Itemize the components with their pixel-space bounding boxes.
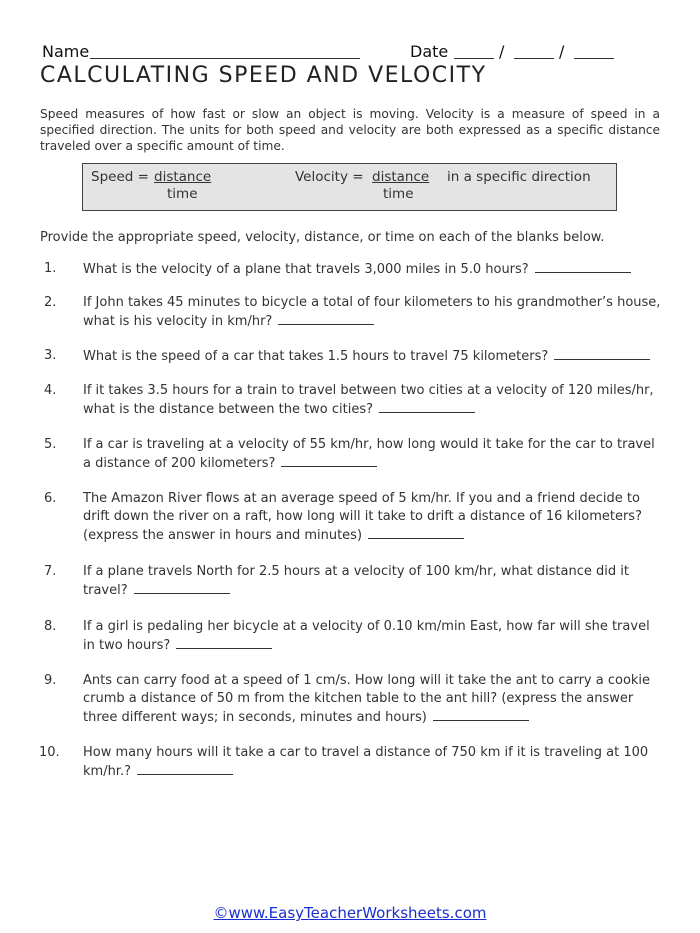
- question-text: If a plane travels North for 2.5 hours at a velocity of 100 km/hr, what distance did it travel?: [83, 564, 629, 598]
- question-number: 8.: [44, 619, 57, 634]
- date-day-blank[interactable]: [514, 58, 554, 59]
- question-text: What is the velocity of a plane that travels 3,000 miles in 5.0 hours?: [83, 262, 529, 277]
- instructions: Provide the appropriate speed, velocity, distance, or time on each of the blanks below.: [40, 230, 605, 245]
- date-separator: /: [559, 42, 565, 61]
- answer-blank[interactable]: [379, 400, 475, 413]
- footer-link[interactable]: ©www.EasyTeacherWorksheets.com: [213, 904, 487, 922]
- question-text: Ants can carry food at a speed of 1 cm/s. How long will it take the ant to carry a cookie crumb a distance of 50 m from the kitchen table to the ant hill? (express the answer three different ways; in seconds, minutes and hours): [83, 673, 651, 725]
- question-text: If a girl is pedaling her bicycle at a velocity of 0.10 km/min East, how far will she travel in two hours?: [83, 619, 650, 653]
- question-number: 1.: [44, 261, 57, 276]
- question-text: If it takes 3.5 hours for a train to travel between two cities at a velocity of 120 miles/hr, what is the distance between the two cities?: [83, 383, 654, 417]
- date-month-blank[interactable]: [454, 58, 494, 59]
- formula-box: [82, 163, 617, 211]
- answer-blank[interactable]: [554, 347, 650, 360]
- question-text: What is the speed of a car that takes 1.5 hours to travel 75 kilometers?: [83, 349, 549, 364]
- question-number: 4.: [44, 383, 57, 398]
- answer-blank[interactable]: [176, 636, 272, 649]
- answer-blank[interactable]: [535, 260, 631, 273]
- question-number: 9.: [44, 673, 57, 688]
- question-text: If John takes 45 minutes to bicycle a total of four kilometers to his grandmother’s house, what is his velocity in km/hr?: [83, 295, 661, 329]
- question-number: 10.: [39, 745, 60, 760]
- page-title: CALCULATING SPEED AND VELOCITY: [40, 63, 487, 88]
- answer-blank[interactable]: [368, 526, 464, 539]
- answer-blank[interactable]: [134, 581, 230, 594]
- speed-numerator: distance: [154, 169, 212, 185]
- question-number: 7.: [44, 564, 57, 579]
- date-label: Date: [410, 42, 449, 61]
- name-blank[interactable]: [90, 58, 360, 59]
- answer-blank[interactable]: [281, 454, 377, 467]
- answer-blank[interactable]: [137, 762, 233, 775]
- date-separator: /: [499, 42, 505, 61]
- question-text: If a car is traveling at a velocity of 55 km/hr, how long would it take for the car to travel a distance of 200 kilometers?: [83, 437, 655, 471]
- velocity-numerator: distance: [372, 169, 430, 185]
- answer-blank[interactable]: [278, 312, 374, 325]
- question-text: How many hours will it take a car to travel a distance of 750 km if it is traveling at 100 km/hr.?: [83, 745, 649, 779]
- speed-denominator: time: [167, 186, 198, 202]
- name-label: Name: [42, 42, 90, 61]
- answer-blank[interactable]: [433, 708, 529, 721]
- velocity-label: Velocity =: [295, 169, 364, 185]
- speed-label: Speed =: [91, 169, 149, 185]
- velocity-denominator: time: [383, 186, 414, 202]
- question-number: 5.: [44, 437, 57, 452]
- question-number: 6.: [44, 491, 57, 506]
- question-number: 3.: [44, 348, 57, 363]
- date-year-blank[interactable]: [574, 58, 614, 59]
- question-number: 2.: [44, 295, 57, 310]
- question-text: The Amazon River flows at an average speed of 5 km/hr. If you and a friend decide to drift down the river on a raft, how long will it take to drift a distance of 16 kilometers? (express the answer in hours and minutes): [83, 491, 642, 543]
- intro-paragraph: Speed measures of how fast or slow an object is moving. Velocity is a measure of speed in a specified direction. The units for both speed and velocity are both expressed as a specific distance traveled over a specific amount of time.: [40, 107, 660, 153]
- direction-note: in a specific direction: [447, 169, 591, 185]
